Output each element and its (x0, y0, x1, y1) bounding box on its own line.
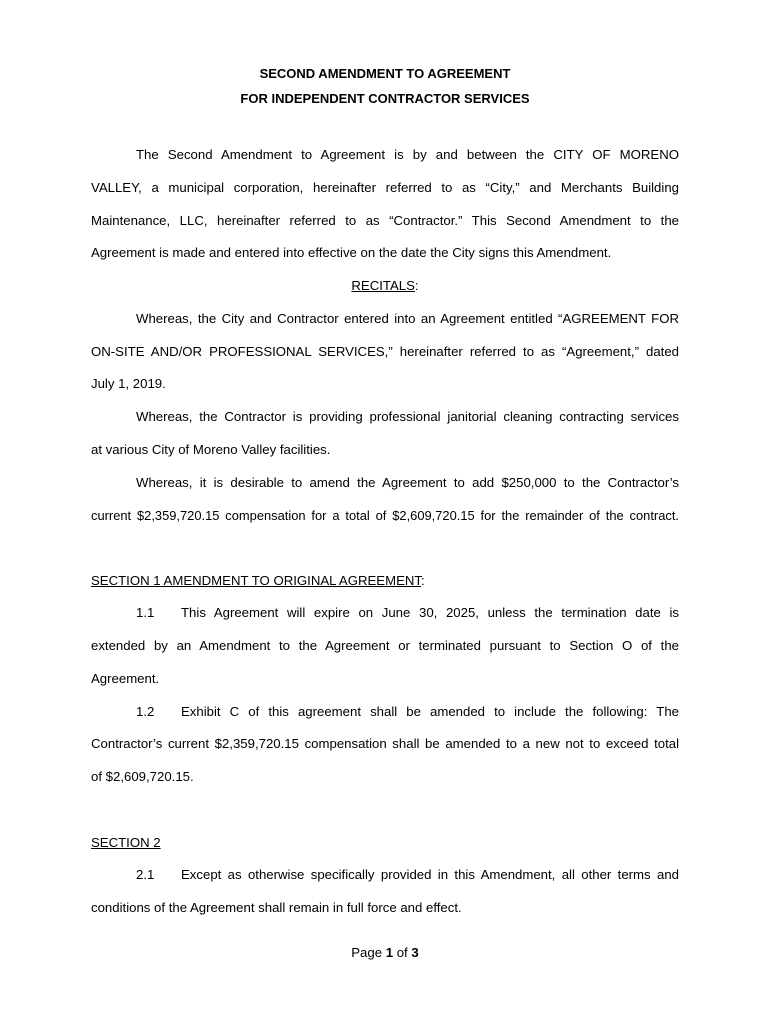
footer-middle: of (393, 945, 412, 960)
recital3-line-2: current $2,359,720.15 compensation for a total of $2,609,720.15 for the remainder of the contract. (91, 508, 679, 523)
recital1-line-1: Whereas, the City and Contractor entered into an Agreement entitled “AGREEMENT FOR (136, 311, 679, 326)
item-1-2-line-3: of $2,609,720.15. (91, 769, 194, 784)
section1-colon: : (421, 573, 425, 588)
item-1-1-text: This Agreement will expire on June 30, 2025, unless the termination date is (181, 605, 679, 620)
intro-line-2: VALLEY, a municipal corporation, hereinafter referred to as “City,” and Merchants Building (91, 180, 679, 195)
item-2-1-number: 2.1 (136, 867, 155, 882)
page-footer (0, 945, 770, 960)
footer-prefix: Page (351, 945, 386, 960)
item-1-1-number: 1.1 (136, 605, 155, 620)
intro-line-1: The Second Amendment to Agreement is by and between the CITY OF MORENO (136, 147, 679, 162)
footer-current-page: 1 (385, 945, 394, 960)
item-1-2-text: Exhibit C of this agreement shall be amended to include the following: The (181, 704, 679, 719)
item-2-1-text: Except as otherwise specifically provided in this Amendment, all other terms and (181, 867, 679, 882)
section1-heading-text: SECTION 1 AMENDMENT TO ORIGINAL AGREEMENT (91, 573, 421, 588)
recital1-line-3: July 1, 2019. (91, 376, 166, 391)
item-2-1-line-1 (136, 867, 679, 883)
item-1-2-line-2: Contractor’s current $2,359,720.15 compensation shall be amended to a new not to exceed total (91, 736, 679, 751)
recital2-line-2: at various City of Moreno Valley facilities. (91, 442, 331, 457)
item-1-2-line-1 (136, 704, 679, 720)
recitals-colon: : (414, 278, 419, 293)
footer-total-pages: 3 (411, 945, 419, 960)
intro-line-4: Agreement is made and entered into effective on the date the City signs this Amendment. (91, 245, 612, 260)
item-1-2-number: 1.2 (136, 704, 155, 719)
recital3-line-1: Whereas, it is desirable to amend the Agreement to add $250,000 to the Contractor’s (136, 475, 679, 490)
recital1-line-2: ON-SITE AND/OR PROFESSIONAL SERVICES,” hereinafter referred to as “Agreement,” dated (91, 344, 679, 359)
section1-heading (91, 573, 679, 589)
item-2-1-line-2: conditions of the Agreement shall remain in full force and effect. (91, 900, 462, 915)
item-1-1-line-1 (136, 605, 679, 621)
title-line-1: SECOND AMENDMENT TO AGREEMENT (259, 66, 511, 81)
item-1-1-line-3: Agreement. (91, 671, 160, 686)
recitals-heading-text: RECITALS (351, 278, 415, 293)
section2-heading-text: SECTION 2 (91, 835, 161, 850)
title-line-2: FOR INDEPENDENT CONTRACTOR SERVICES (240, 91, 530, 106)
recitals-heading (0, 278, 770, 293)
section2-heading (91, 835, 679, 851)
intro-line-3: Maintenance, LLC, hereinafter referred to as “Contractor.” This Second Amendment to the (91, 213, 679, 228)
recital2-line-1: Whereas, the Contractor is providing professional janitorial cleaning contracting services (136, 409, 679, 424)
item-1-1-line-2: extended by an Amendment to the Agreement or terminated pursuant to Section O of the (91, 638, 679, 653)
